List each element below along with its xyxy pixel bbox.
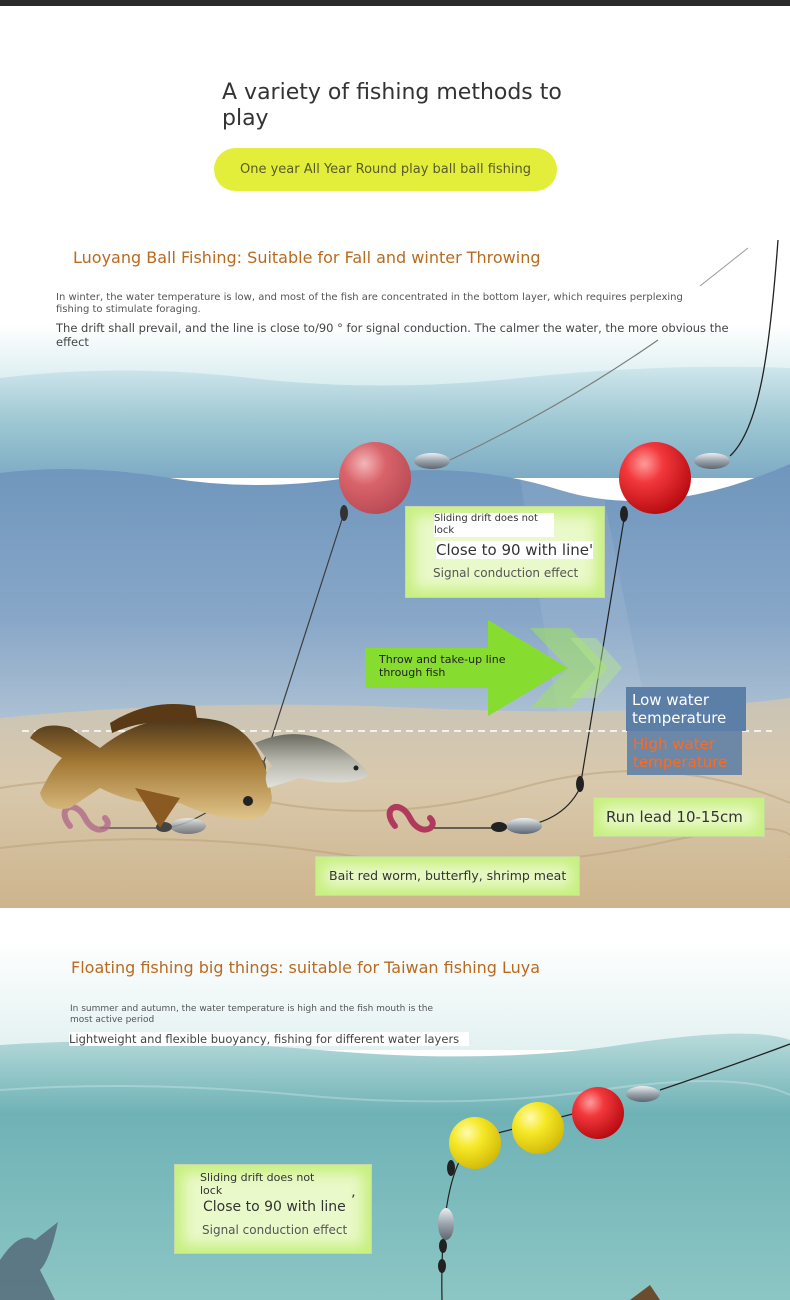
signal-conduction-label-2: Signal conduction effect bbox=[202, 1223, 348, 1237]
page-headline: A variety of fishing methods to play bbox=[222, 80, 562, 131]
close-90-label: Close to 90 with line' bbox=[436, 541, 594, 559]
low-water-temp-label: Low water temperature bbox=[626, 687, 746, 731]
underwater-scene-2 bbox=[0, 940, 790, 1300]
close-90-mark-2: ’ bbox=[351, 1193, 356, 1209]
section1-signal-box bbox=[405, 506, 605, 598]
section2-description-small: In summer and autumn, the water temperature is high and the fish mouth is the most active period bbox=[70, 1004, 434, 1025]
run-lead-label: Run lead 10-15cm bbox=[606, 808, 743, 826]
run-lead-box bbox=[593, 797, 765, 837]
bait-label: Bait red worm, butterfly, shrimp meat bbox=[329, 868, 567, 883]
high-water-temp-label: High water temperature bbox=[627, 731, 742, 775]
section1-description: The drift shall prevail, and the line is close to/90 ° for signal conduction. The calmer the water, the more obvious the effect bbox=[56, 321, 729, 349]
pill-label: One year All Year Round play ball ball fishing bbox=[239, 162, 531, 177]
sliding-drift-note-2: Sliding drift does not lock bbox=[200, 1171, 315, 1197]
section2-signal-box bbox=[174, 1164, 372, 1254]
section2-title: Floating fishing big things: suitable for Taiwan fishing Luya bbox=[71, 958, 541, 977]
section2-description: Lightweight and flexible buoyancy, fishing for different water layers bbox=[69, 1032, 469, 1046]
section1-description-small: In winter, the water temperature is low, and most of the fish are concentrated in the bottom layer, which requires perplexing fishing to stimulate foraging. bbox=[56, 292, 683, 315]
sliding-drift-note: Sliding drift does not lock bbox=[434, 513, 554, 537]
year-round-pill bbox=[214, 148, 557, 191]
luoyang-ball-fishing-section bbox=[0, 228, 790, 908]
top-bar bbox=[0, 0, 790, 6]
close-90-label-2: Close to 90 with line bbox=[203, 1199, 346, 1215]
throw-takeup-label: Throw and take-up line through fish bbox=[379, 653, 506, 679]
bait-box bbox=[315, 856, 580, 896]
signal-conduction-label: Signal conduction effect bbox=[433, 566, 579, 580]
section1-title: Luoyang Ball Fishing: Suitable for Fall and winter Throwing bbox=[73, 248, 541, 267]
floating-fishing-section bbox=[0, 940, 790, 1300]
